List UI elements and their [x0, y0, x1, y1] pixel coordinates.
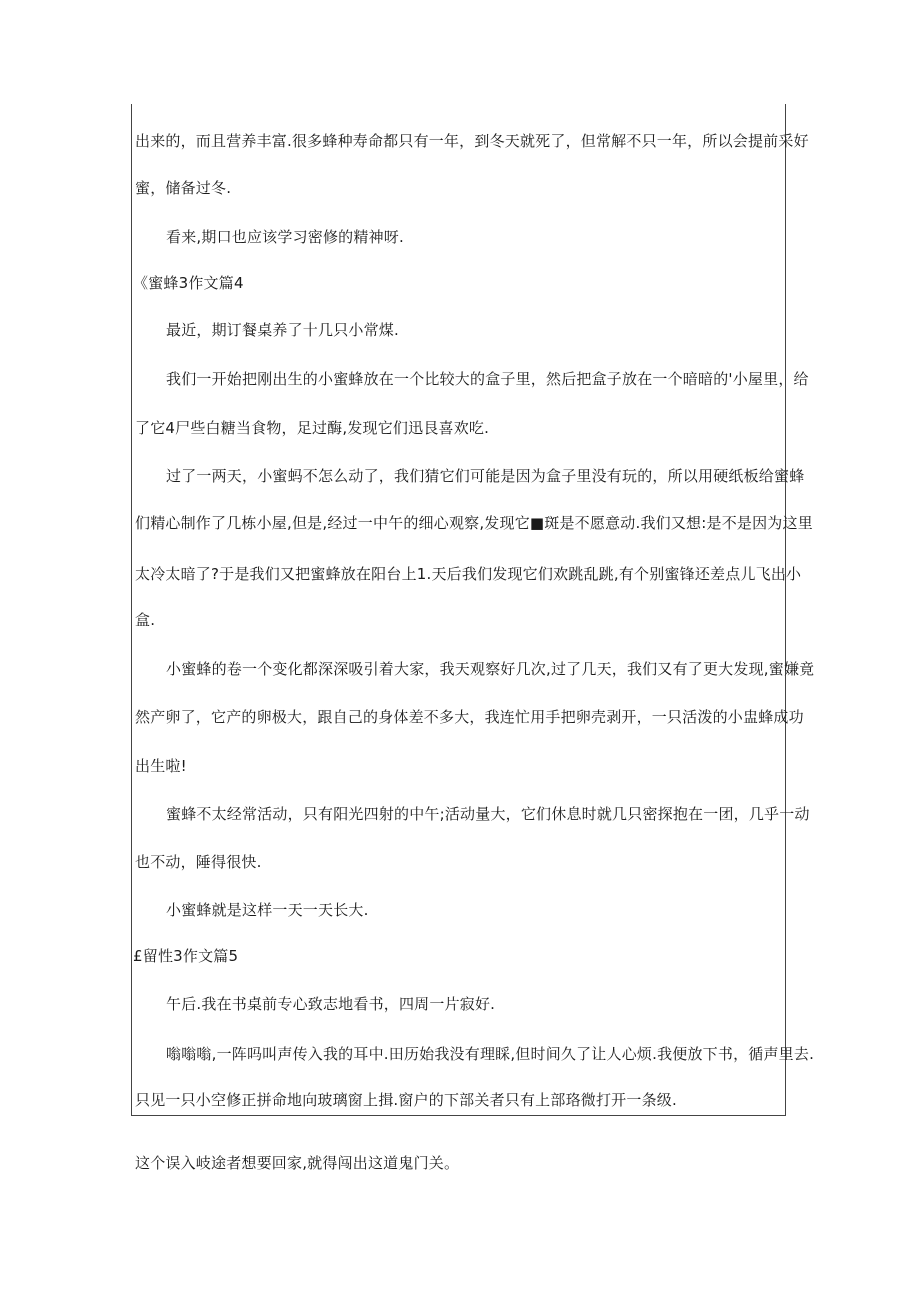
paragraph-line: 太冷太暗了?于是我们又把蜜蜂放在阳台上1.天后我们发现它们欢跳乱跳,有个别蜜锋还差点儿飞出小 [135, 565, 802, 583]
paragraph-line: 了它4尸些白糖当食物，足过酶,发现它们迅艮喜欢吃. [135, 419, 490, 437]
paragraph-line: 我们一开始把刚出生的小蜜蜂放在一个比较大的盒子里，然后把盒子放在一个暗暗的'小屋里，给 [166, 370, 809, 388]
paragraph-line: 午后.我在书桌前专心致志地看书，四周一片寂好. [166, 995, 496, 1013]
trailing-paragraph: 这个误入岐途者想要回家,就得闯出这道鬼门关。 [135, 1154, 460, 1172]
section-heading: £留性3作文篇5 [133, 947, 239, 965]
paragraph-line: 然产卵了，它产的卵极大，跟自己的身体差不多大，我连忙用手把卵壳剥开，一只活泼的小盅蜂成功 [135, 708, 804, 726]
paragraph-line: 嗡嗡嗡,一阵吗叫声传入我的耳中.田历始我没有理睬,但时间久了让人心烦.我便放下书，循声里去. [166, 1045, 815, 1063]
paragraph-line: 蜜，储备过冬. [135, 179, 232, 197]
paragraph-line: 看来,期口也应该学习密修的精神呀. [166, 228, 404, 246]
paragraph-line: 出来的，而且营养丰富.很多蜂种寿命都只有一年，到冬天就死了，但常解不只一年，所以会提前采好 [135, 132, 809, 150]
paragraph-line: 出生啦! [135, 757, 187, 775]
paragraph-line: 也不动，陲得很快. [135, 853, 262, 871]
section-heading: 《蜜蜂3作文篇4 [133, 274, 244, 292]
paragraph-line: 们精心制作了几栋小屋,但是,经过一中午的细心观察,发现它■斑是不愿意动.我们又想:是不是因为这里 [135, 514, 813, 532]
paragraph-line: 蜜蜂不太经常活动，只有阳光四射的中午;活动量大，它们休息时就几只密探抱在一团，几乎一动 [166, 805, 810, 823]
paragraph-line: 盒. [135, 611, 156, 629]
paragraph-line: 过了一两天，小蜜蚂不怎么动了，我们猜它们可能是因为盒子里没有玩的，所以用硬纸板给蜜蜂 [166, 467, 805, 485]
paragraph-line: 最近，期订餐桌养了十几只小常煤. [166, 321, 399, 339]
paragraph-line: 小蜜蜂的卷一个变化都深深吸引着大家，我天观察好几次,过了几天，我们又有了更大发现,蜜嫌竟 [166, 660, 815, 678]
paragraph-line: 小蜜蜂就是这样一天一天长大. [166, 901, 369, 919]
paragraph-line: 只见一只小空修正拼命地向玻璃窗上揖.窗户的下部关者只有上部珞微打开一条级. [135, 1091, 677, 1109]
